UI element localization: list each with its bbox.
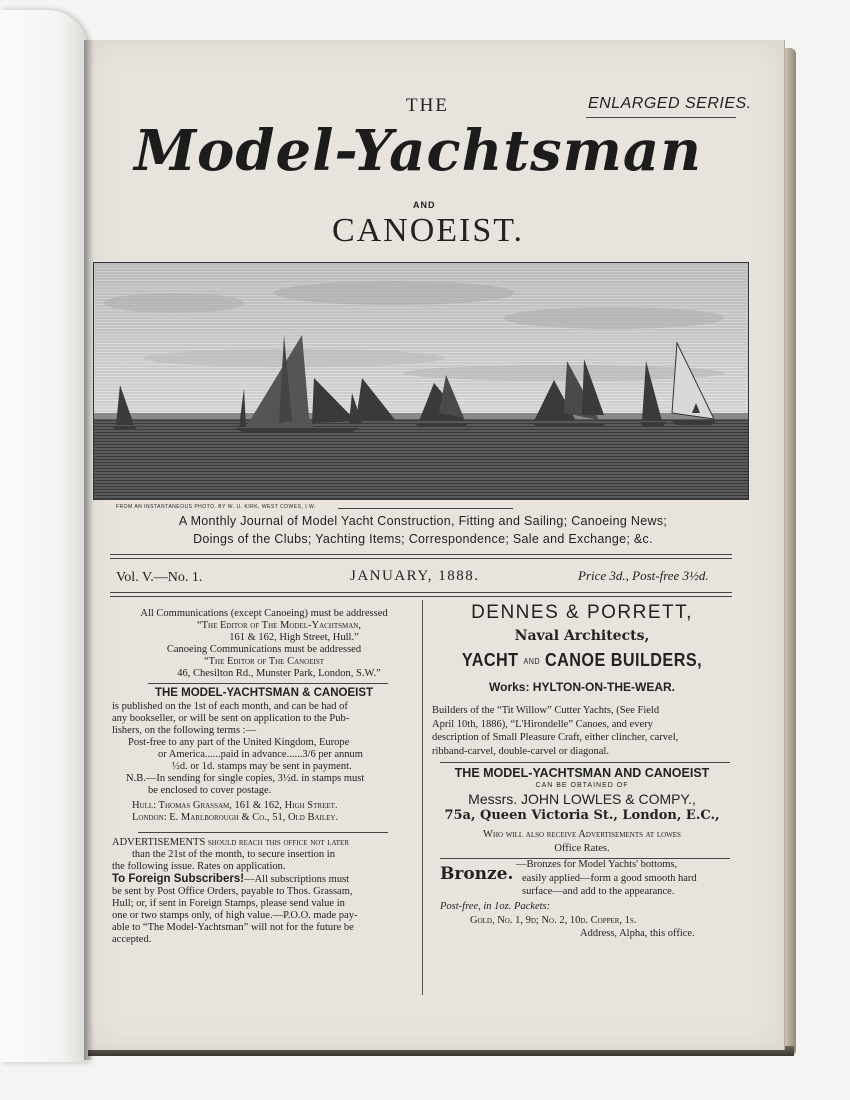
prices-line: Gold, No. 1, 9d; No. 2, 10d. Copper, 1s. bbox=[470, 914, 637, 926]
terms-line-2: any bookseller, or will be sent on application to the Pub- bbox=[112, 713, 350, 724]
publishers-list bbox=[112, 800, 416, 824]
bronze-line-3: surface—and add to the appearance. bbox=[522, 886, 675, 897]
comm-line-6: 46, Chesilton Rd., Munster Park, London, S.W.” bbox=[177, 668, 381, 679]
foreign-line-1: —All subscriptions must bbox=[244, 874, 350, 885]
issue-price: Price 3d., Post-free 3½d. bbox=[578, 568, 709, 583]
builders-line-1: Builders of the “Tit Willow” Cutter Yachts, (See Field bbox=[432, 705, 660, 716]
builders-line-2: April 10th, 1886), “L'Hirondelle” Canoes, and every bbox=[432, 718, 653, 730]
terms-line-1: is published on the 1st of each month, and can be had of bbox=[112, 701, 348, 712]
communications-notice bbox=[112, 608, 416, 680]
masthead-and: AND bbox=[413, 200, 436, 210]
adv-line-3: the following issue. Rates on application. bbox=[112, 861, 286, 872]
journal-tagline bbox=[108, 512, 738, 548]
yacht-word: YACHT bbox=[461, 650, 519, 670]
photo-credit: FROM AN INSTANTANEOUS PHOTO. BY W. U. KIRK, WEST COWES, I.W. bbox=[116, 504, 316, 510]
builders-line-3: description of Small Pleasure Craft, either clincher, carvel, bbox=[432, 732, 679, 743]
masthead-canoeist: CANOEIST. bbox=[331, 212, 525, 249]
foreign-line-3: Hull; or, if sent in Foreign Stamps, please send value in bbox=[112, 898, 345, 909]
obtain-subheading: CAN BE OBTAINED OF bbox=[535, 782, 629, 789]
yacht-race-engraving bbox=[93, 262, 749, 500]
foreign-line-2: be sent by Post Office Orders, payable to Thos. Grassam, bbox=[112, 886, 353, 897]
terms-line-4: Post-free to any part of the United Kingdom, Europe bbox=[128, 737, 350, 748]
john-lowles: Messrs. JOHN LOWLES & COMPY., bbox=[468, 791, 696, 807]
receive-line-2: Office Rates. bbox=[554, 842, 610, 854]
terms-line-3: lishers, on the following terms :— bbox=[112, 725, 257, 736]
bronze-line-1: —Bronzes for Model Yachts' bottoms, bbox=[516, 859, 678, 870]
yacht-and: AND bbox=[523, 656, 541, 666]
tagline-line-1: A Monthly Journal of Model Yacht Construction, Fitting and Sailing; Canoeing News; bbox=[178, 514, 668, 528]
title-page bbox=[88, 40, 785, 1050]
terms-line-7: N.B.—In sending for single copies, 3½d. in stamps must bbox=[126, 773, 365, 784]
terms-line-8: be enclosed to cover postage. bbox=[148, 785, 272, 796]
foreign-line-4: one or two stamps only, of high value.—P.O.O. made pay- bbox=[112, 910, 358, 921]
naval-architects: Naval Architects, bbox=[514, 628, 650, 644]
left-page-edge bbox=[0, 10, 88, 1062]
builders-description bbox=[432, 704, 732, 758]
foreign-subscribers-heading: To Foreign Subscribers! bbox=[112, 873, 245, 885]
masthead-title: Model-Yachtsman bbox=[134, 118, 702, 184]
foreign-line-5: able to “The Model-Yachtsman” will not for the future be bbox=[112, 922, 354, 933]
comm-line-1: All Communications (except Canoeing) must be addressed bbox=[140, 608, 388, 619]
volume-number: Vol. V.—No. 1. bbox=[116, 570, 203, 585]
enlarged-series-label: ENLARGED SERIES. bbox=[588, 95, 752, 112]
bronze-prices bbox=[440, 900, 730, 941]
bronze-line-2: easily applied—form a good smooth hard bbox=[522, 872, 697, 884]
comm-line-5: “The Editor of The Canoeist bbox=[203, 656, 325, 667]
bronze-description bbox=[516, 858, 736, 899]
bronze-heading: Bronze. bbox=[440, 864, 514, 884]
subscription-terms bbox=[112, 701, 416, 797]
advertisements-receive bbox=[432, 828, 732, 855]
spine-shadow bbox=[84, 40, 94, 1060]
left-rule-2 bbox=[138, 832, 388, 833]
issue-date: JANUARY, 1888. bbox=[350, 568, 480, 584]
adv-line-1: ADVERTISEMENTS should reach this office not later bbox=[112, 837, 349, 848]
works-location: Works: HYLTON-ON-THE-WEAR. bbox=[489, 680, 675, 694]
adv-line-2: than the 21st of the month, to secure insertion in bbox=[132, 849, 335, 860]
issue-rule-top bbox=[110, 554, 732, 559]
column-divider bbox=[422, 600, 423, 995]
masthead-the: THE bbox=[406, 95, 449, 116]
yacht-canoe-builders bbox=[447, 650, 717, 671]
tagline-rule-top bbox=[338, 508, 513, 509]
canoe-builders-word: CANOE BUILDERS, bbox=[544, 650, 703, 670]
builders-line-4: ribband-carvel, double-carvel or diagonal. bbox=[432, 745, 609, 757]
tagline-line-2: Doings of the Clubs; Yachting Items; Correspondence; Sale and Exchange; &c. bbox=[193, 532, 653, 546]
packets-line: Post-free, in 1oz. Packets: bbox=[440, 901, 551, 912]
issue-rule-bottom bbox=[110, 592, 732, 597]
foreign-line-6: accepted. bbox=[112, 934, 152, 945]
comm-line-2: “The Editor of The Model-Yachtsman, bbox=[196, 620, 362, 631]
comm-line-3: 161 & 162, High Street, Hull.” bbox=[229, 632, 359, 643]
terms-line-6: ½d. or 1d. stamps may be sent in payment. bbox=[172, 761, 352, 772]
dennes-porrett-heading: DENNES & PORRETT, bbox=[471, 602, 693, 623]
subscription-heading: THE MODEL-YACHTSMAN & CANOEIST bbox=[154, 687, 374, 699]
right-rule-1 bbox=[440, 762, 730, 763]
obtain-heading: THE MODEL-YACHTSMAN AND CANOEIST bbox=[454, 766, 710, 780]
left-rule-1 bbox=[148, 683, 388, 684]
comm-line-4: Canoeing Communications must be addressed bbox=[166, 644, 362, 655]
publisher-hull: Hull: Thomas Grassam, 161 & 162, High Street. bbox=[132, 800, 338, 811]
receive-line-1: Who will also receive Advertisements at lowes bbox=[483, 829, 681, 840]
advertisements-notice bbox=[112, 837, 416, 946]
terms-line-5: or America......paid in advance......3/6 per annum bbox=[158, 749, 363, 760]
alpha-address: Address, Alpha, this office. bbox=[580, 928, 695, 939]
queen-victoria-address: 75a, Queen Victoria St., London, E.C., bbox=[444, 808, 720, 823]
publisher-london: London: E. Marlborough & Co., 51, Old Bailey. bbox=[132, 812, 339, 823]
